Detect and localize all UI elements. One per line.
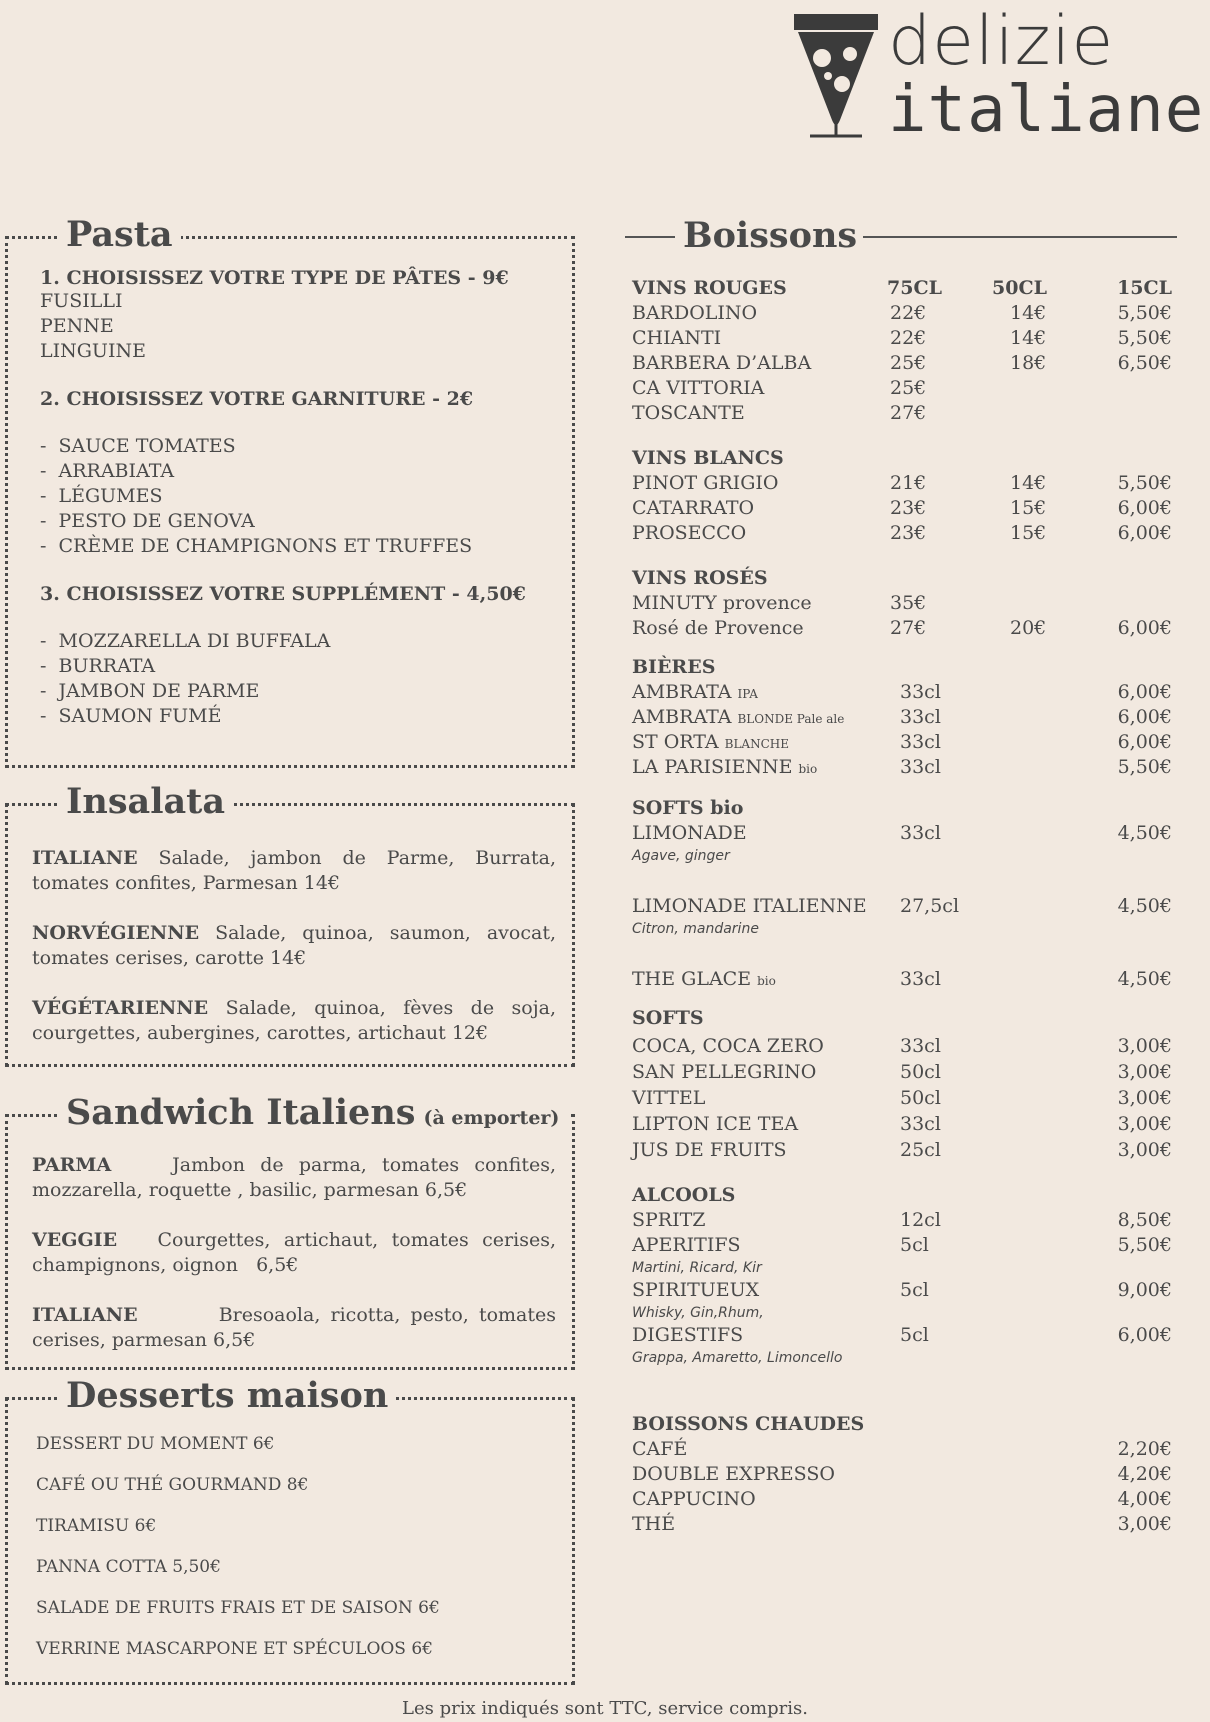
price-15cl: 6,00€	[1117, 497, 1172, 519]
price-50cl: 18€	[1010, 352, 1047, 374]
price-50cl: 14€	[1010, 327, 1047, 349]
garniture-item: - LÉGUMES	[40, 485, 163, 507]
drink-name	[632, 730, 789, 757]
volume: 5cl	[900, 1234, 929, 1256]
drink-row	[632, 1060, 1172, 1085]
spacer	[632, 939, 1172, 967]
dessert-item: SALADE DE FRUITS FRAIS ET DE SAISON 6€	[36, 1598, 440, 1618]
price-15cl: 6,00€	[1117, 522, 1172, 544]
sandwich-title-text: Sandwich Italiens	[66, 1092, 416, 1133]
pasta-section	[5, 214, 575, 768]
dessert-item: TIRAMISU 6€	[36, 1516, 157, 1536]
alcools-header	[632, 1183, 1172, 1208]
price: 8,50€	[1117, 1209, 1172, 1231]
sandwich-item	[32, 1303, 563, 1353]
price-75cl: 35€	[890, 592, 927, 614]
drink-row	[632, 1138, 1172, 1163]
sandwich-item	[32, 1153, 563, 1203]
drink-row	[632, 301, 1172, 326]
salad-desc: Salade, jambon de Parme, Burrata, tomates confites, Parmesan 14€	[32, 847, 556, 894]
soft-name: THE GLACE	[632, 968, 752, 990]
drink-name: CAFÉ	[632, 1438, 688, 1460]
drink-row	[632, 401, 1172, 426]
supplement-item: - SAUMON FUMÉ	[40, 705, 222, 727]
sandwich-section	[5, 1092, 575, 1370]
beer-name: LA PARISIENNE	[632, 756, 793, 778]
drink-name: DOUBLE EXPRESSO	[632, 1463, 835, 1485]
salad-item	[32, 921, 556, 971]
drink-name: CHIANTI	[632, 327, 722, 349]
price: 3,00€	[1117, 1087, 1172, 1109]
drink-name: SPRITZ	[632, 1209, 706, 1231]
dessert-item: VERRINE MASCARPONE ET SPÉCULOOS 6€	[36, 1639, 433, 1659]
drink-name: TOSCANTE	[632, 402, 745, 424]
drink-name: Rosé de Provence	[632, 617, 804, 639]
category-title: SOFTS	[632, 1007, 704, 1029]
salad-desc: Salade, quinoa, saumon, avocat, tomates cerises, carotte 14€	[32, 922, 556, 969]
price: 6,00€	[1117, 1324, 1172, 1346]
drink-name	[632, 680, 758, 707]
footer-note: Les prix indiqués sont TTC, service compris.	[402, 1698, 808, 1719]
logo-line-1: delizie	[888, 2, 1115, 81]
drink-row	[632, 1487, 1172, 1512]
sandwich-desc: Courgettes, artichaut, tomates cerises, champignons, oignon 6,5€	[32, 1229, 563, 1276]
price: 3,00€	[1117, 1061, 1172, 1083]
volume: 33cl	[900, 1113, 941, 1135]
beer-name: AMBRATA	[632, 681, 732, 703]
drink-name: THÉ	[632, 1513, 676, 1535]
dessert-item: CAFÉ OU THÉ GOURMAND 8€	[36, 1475, 309, 1495]
volume: 5cl	[900, 1324, 929, 1346]
drink-description: Citron, mandarine	[632, 921, 759, 937]
drink-row	[632, 755, 1172, 780]
pasta-type: FUSILLI	[40, 290, 123, 312]
category-title: BIÈRES	[632, 656, 716, 678]
category-title: VINS BLANCS	[632, 447, 784, 469]
sandwich-name: VEGGIE	[32, 1229, 118, 1251]
price-50cl: 20€	[1010, 617, 1047, 639]
drink-name: COCA, COCA ZERO	[632, 1035, 824, 1057]
drink-row	[632, 376, 1172, 401]
drink-name: CA VITTORIA	[632, 377, 765, 399]
logo-line-2: italiane	[888, 73, 1205, 147]
volume: 33cl	[900, 731, 941, 753]
volume: 33cl	[900, 822, 941, 844]
garniture-item: - CRÈME DE CHAMPIGNONS ET TRUFFES	[40, 535, 473, 557]
price-15cl: 6,50€	[1117, 352, 1172, 374]
insalata-title: Insalata	[58, 784, 233, 819]
price-15cl: 5,50€	[1117, 302, 1172, 324]
desserts-title: Desserts maison	[58, 1378, 396, 1413]
logo	[790, 2, 1205, 147]
desserts-section	[5, 1375, 575, 1685]
drink-row	[632, 351, 1172, 376]
price: 3,00€	[1117, 1139, 1172, 1161]
drink-row	[632, 1462, 1172, 1487]
volume: 33cl	[900, 756, 941, 778]
price-15cl: 5,50€	[1117, 327, 1172, 349]
garniture-item: - PESTO DE GENOVA	[40, 510, 255, 532]
price-75cl: 23€	[890, 497, 927, 519]
spacer	[632, 866, 1172, 894]
category-title: ALCOOLS	[632, 1184, 736, 1206]
sandwich-desc: Bresoaola, ricotta, pesto, tomates cerises, parmesan 6,5€	[32, 1304, 563, 1351]
price: 6,00€	[1117, 681, 1172, 703]
drink-description: Grappa, Amaretto, Limoncello	[632, 1350, 843, 1366]
price-75cl: 27€	[890, 402, 927, 424]
beer-style: IPA	[737, 687, 758, 701]
drink-row	[632, 730, 1172, 755]
volume: 50cl	[900, 1087, 941, 1109]
garniture-item: - ARRABIATA	[40, 460, 175, 482]
price-75cl: 23€	[890, 522, 927, 544]
drink-row	[632, 521, 1172, 546]
salad-name: VÉGÉTARIENNE	[32, 997, 209, 1019]
price: 4,50€	[1117, 968, 1172, 990]
vins-rouges-header	[632, 276, 1172, 301]
drink-row	[632, 1086, 1172, 1111]
supplement-item: - BURRATA	[40, 655, 156, 677]
beer-name: ST ORTA	[632, 731, 719, 753]
price-50cl: 15€	[1010, 522, 1047, 544]
price: 2,20€	[1117, 1438, 1172, 1460]
boissons-header	[625, 215, 1177, 256]
volume: 33cl	[900, 968, 941, 990]
col-15cl: 15CL	[1117, 277, 1172, 299]
drink-row	[632, 1233, 1172, 1258]
drink-name: LIPTON ICE TEA	[632, 1113, 799, 1135]
price-15cl: 5,50€	[1117, 472, 1172, 494]
price: 4,00€	[1117, 1488, 1172, 1510]
pasta-type: LINGUINE	[40, 340, 146, 362]
price-75cl: 21€	[890, 472, 927, 494]
garniture-item: - SAUCE TOMATES	[40, 435, 236, 457]
drink-name: APERITIFS	[632, 1234, 741, 1256]
col-50cl: 50CL	[992, 277, 1047, 299]
price-15cl: 6,00€	[1117, 617, 1172, 639]
drink-description: Martini, Ricard, Kir	[632, 1260, 762, 1276]
vins-blancs-header	[632, 446, 1172, 471]
drink-row	[632, 1208, 1172, 1233]
drink-row	[632, 1437, 1172, 1462]
price: 3,00€	[1117, 1113, 1172, 1135]
drink-row	[632, 1034, 1172, 1059]
dessert-item: PANNA COTTA 5,50€	[36, 1557, 221, 1577]
salad-name: NORVÉGIENNE	[32, 922, 200, 944]
price-50cl: 15€	[1010, 497, 1047, 519]
softs-bio-header	[632, 796, 1172, 821]
beer-style: BLANCHE	[724, 737, 789, 751]
volume: 33cl	[900, 1035, 941, 1057]
drink-row	[632, 1278, 1172, 1303]
price: 9,00€	[1117, 1279, 1172, 1301]
drink-description: Whisky, Gin,Rhum,	[632, 1305, 764, 1321]
category-title: VINS ROSÉS	[632, 567, 768, 589]
price-75cl: 22€	[890, 327, 927, 349]
pasta-step-3: 3. CHOISISSEZ VOTRE SUPPLÉMENT - 4,50€	[40, 583, 526, 605]
category-title: SOFTS bio	[632, 797, 744, 819]
salad-item	[32, 846, 556, 896]
price-50cl: 14€	[1010, 472, 1047, 494]
drink-name: BARBERA D’ALBA	[632, 352, 812, 374]
drink-name: PROSECCO	[632, 522, 747, 544]
drink-name	[632, 894, 867, 919]
volume: 27,5cl	[900, 895, 960, 917]
drink-name: MINUTY provence	[632, 592, 812, 614]
softs-header	[632, 1006, 1172, 1031]
drink-row	[632, 967, 1172, 992]
price: 4,20€	[1117, 1463, 1172, 1485]
soft-tag: bio	[757, 974, 776, 988]
drink-name	[632, 967, 776, 994]
drink-name: SAN PELLEGRINO	[632, 1061, 817, 1083]
supplement-item: - MOZZARELLA DI BUFFALA	[40, 630, 331, 652]
drink-row	[632, 821, 1172, 846]
boissons-chaudes-header	[632, 1412, 1172, 1437]
price-75cl: 25€	[890, 377, 927, 399]
drink-row	[632, 1112, 1172, 1137]
category-title: VINS ROUGES	[632, 277, 787, 299]
vins-roses-header	[632, 566, 1172, 591]
beer-style: BLONDE Pale ale	[737, 712, 845, 726]
drink-description: Agave, ginger	[632, 848, 730, 864]
price-75cl: 27€	[890, 617, 927, 639]
salad-desc: Salade, quinoa, fèves de soja, courgettes, aubergines, carottes, artichaut 12€	[32, 997, 556, 1044]
salad-item	[32, 996, 556, 1046]
supplement-item: - JAMBON DE PARME	[40, 680, 260, 702]
volume: 25cl	[900, 1139, 941, 1161]
drink-name: SPIRITUEUX	[632, 1279, 760, 1301]
drink-name: JUS DE FRUITS	[632, 1139, 787, 1161]
sandwich-item	[32, 1228, 563, 1278]
price: 4,50€	[1117, 822, 1172, 844]
price: 5,50€	[1117, 1234, 1172, 1256]
boissons-title: Boissons	[677, 218, 863, 253]
bieres-header	[632, 655, 1172, 680]
price: 3,00€	[1117, 1035, 1172, 1057]
volume: 33cl	[900, 681, 941, 703]
drink-name	[632, 705, 844, 732]
drink-name: VITTEL	[632, 1087, 706, 1109]
col-75cl: 75CL	[887, 277, 942, 299]
drink-row	[632, 680, 1172, 705]
price-75cl: 22€	[890, 302, 927, 324]
price: 4,50€	[1117, 895, 1172, 917]
price: 3,00€	[1117, 1513, 1172, 1535]
sandwich-name: ITALIANE	[32, 1304, 138, 1326]
category-title: BOISSONS CHAUDES	[632, 1413, 865, 1435]
price: 5,50€	[1117, 756, 1172, 778]
drink-row	[632, 591, 1172, 616]
price: 6,00€	[1117, 731, 1172, 753]
price: 6,00€	[1117, 706, 1172, 728]
pasta-title: Pasta	[58, 217, 181, 252]
price-75cl: 25€	[890, 352, 927, 374]
pasta-step-2: 2. CHOISISSEZ VOTRE GARNITURE - 2€	[40, 388, 474, 410]
pasta-type: PENNE	[40, 315, 114, 337]
drink-row	[632, 616, 1172, 641]
beer-name: AMBRATA	[632, 706, 732, 728]
drink-name: CATARRATO	[632, 497, 755, 519]
drink-name: PINOT GRIGIO	[632, 472, 779, 494]
volume: 12cl	[900, 1209, 941, 1231]
sandwich-subtitle: (à emporter)	[423, 1107, 560, 1129]
drink-row	[632, 496, 1172, 521]
drink-row	[632, 326, 1172, 351]
beer-style: bio	[798, 762, 818, 776]
drink-name	[632, 755, 817, 782]
boissons-section	[632, 276, 1172, 1537]
drink-name: DIGESTIFS	[632, 1324, 744, 1346]
drink-row	[632, 1323, 1172, 1348]
drink-row	[632, 1512, 1172, 1537]
volume: 50cl	[900, 1061, 941, 1083]
drink-name: CAPPUCINO	[632, 1488, 756, 1510]
dessert-item: DESSERT DU MOMENT 6€	[36, 1434, 275, 1454]
soft-name: LIMONADE	[632, 822, 747, 844]
drink-row	[632, 705, 1172, 730]
pizza-slice-icon	[790, 10, 882, 138]
pasta-step-1: 1. CHOISISSEZ VOTRE TYPE DE PÂTES - 9€	[40, 267, 509, 289]
price-50cl: 14€	[1010, 302, 1047, 324]
volume: 5cl	[900, 1279, 929, 1301]
drink-row	[632, 471, 1172, 496]
salad-name: ITALIANE	[32, 847, 138, 869]
sandwich-desc: Jambon de parma, tomates confites, mozzarella, roquette , basilic, parmesan 6,5€	[32, 1154, 563, 1201]
drink-name: BARDOLINO	[632, 302, 758, 324]
sandwich-title	[58, 1092, 567, 1133]
volume: 33cl	[900, 706, 941, 728]
soft-name: LIMONADE ITALIENNE	[632, 895, 867, 917]
drink-name	[632, 821, 747, 846]
insalata-section	[5, 781, 575, 1067]
drink-row	[632, 894, 1172, 919]
sandwich-name: PARMA	[32, 1154, 112, 1176]
